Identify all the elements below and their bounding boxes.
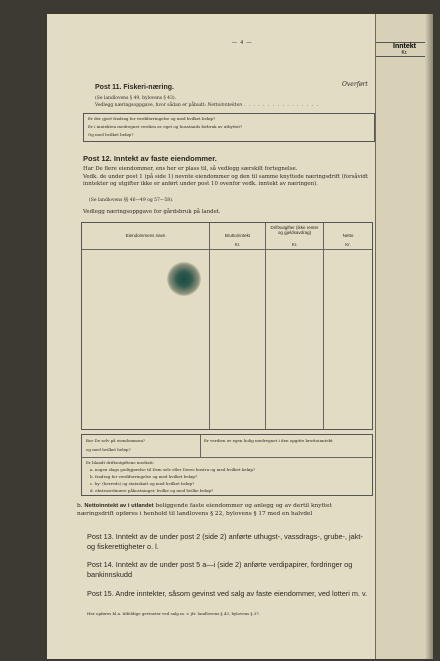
post-b-label: b.	[77, 503, 83, 509]
post-b-bold: Nettoinntekt av i utlandet	[84, 503, 154, 509]
deduction-d: d. ekstraordinære påkostninger, hvilke og med hvilke beløp?	[90, 488, 214, 493]
q-live-on-property: Bor De selv på eiendommen?	[86, 438, 146, 443]
post12-attach: Vedlegg næringsoppgave for gårdsbruk på landet.	[83, 209, 221, 215]
post12-title: Post 12. Inntekt av faste eiendommer.	[83, 154, 217, 163]
q-amount: og med hvilket beløp?	[86, 447, 131, 452]
amount-column-unit: Kr.	[401, 50, 408, 56]
question-box-divider	[200, 435, 201, 457]
amount-column-title: Inntekt	[393, 43, 416, 50]
post11-q1: Er der gjort fradrag for verdiforringelse og med hvilket beløp?	[88, 116, 216, 121]
table-col-divider-2	[265, 223, 266, 429]
post12-question-box	[81, 434, 373, 496]
post13-text: Post 13. Inntekt av de under post 2 (side 2) anførte uthugst-, vassdrags-, grube-, jakt- og fiskerettigheter o. l.	[87, 532, 363, 551]
col-header-gross: Bruttoinntekt	[224, 233, 251, 238]
deduction-c: c. by- (herreds) og statsskatt og med hvilket beløp?	[90, 481, 195, 486]
deductions-title: Er blandt driftsutgiftene medtatt:	[86, 460, 155, 465]
post11-attach-text: Vedlegg næringsoppgave, hvor sådan er påbudt:	[95, 103, 206, 108]
col-header-costs: Driftsutgifter (ikke renter og gjeldsavdrag)	[270, 225, 319, 236]
post14-text: Post 14. Inntekt av de under post 5 a—i (side 2) anførte verdipapirer, fordringer og bankinnskudd	[87, 560, 353, 579]
post15-note: Her opføres bl.a. tilfeldige gevinster ved salg m. v. jfr. landlovens § 43, bylovens § 37.	[87, 611, 261, 616]
deduction-a: a. nogen slags godtgjørelse til Dem selv eller Deres hustru og med hvilket beløp?	[90, 467, 256, 472]
post15-text: Post 15. Andre inntekter, såsom gevinst ved salg av faste eiendommer, ved lotteri m. v.	[87, 589, 368, 598]
post-b-text: beliggende faste eiendommer og anlegg og av dertil knyttet næringsdrift opføres i henhold til landlovens § 22, bylovens § 17 med en halvdel	[77, 503, 332, 517]
page-edge-shadow	[425, 14, 433, 659]
question-box-rule	[82, 457, 372, 458]
table-col-divider-1	[209, 223, 210, 429]
post12-ref: (Se landlovens §§ 46—49 og 57—58).	[89, 198, 174, 203]
col-header-costs-unit: Kr.	[291, 242, 298, 247]
page-number: — 4 —	[232, 40, 253, 46]
post11-title: Post 11. Fiskeri-næring.	[95, 84, 174, 91]
post11-ref: (Se landlovens § 49, bylovens § 43).	[95, 96, 177, 101]
ink-stain	[167, 262, 201, 296]
table-col-divider-3	[323, 223, 324, 429]
overleaf-label: Overført	[342, 81, 368, 88]
post11-attach-line	[95, 103, 375, 108]
post12-para1: Har De flere eiendommer, ens her er plass til, så vedlegg særskilt fortegnelse.	[83, 166, 298, 172]
post-b-block	[77, 503, 369, 518]
col-header-name: Eiendommens navn	[125, 233, 166, 238]
amount-column	[375, 14, 433, 659]
post11-dotted-leader: . . . . . . . . . . . . . . . .	[243, 103, 319, 108]
post11-q2: Er i inntekten medregnet verdien av eget og husstands forbruk av utbyttet?	[88, 124, 243, 129]
post11-netto: Nettoinntekten	[207, 103, 243, 108]
deduction-b: b. fradrag for verdiforringelse og med hvilket beløp?	[90, 474, 198, 479]
col-header-gross-unit: Kr.	[234, 242, 241, 247]
post11-q3: Og med hvilket beløp?	[88, 132, 134, 137]
col-header-net: Netto	[342, 233, 354, 238]
col-header-net-unit: Kr.	[345, 242, 351, 247]
properties-table	[81, 222, 373, 430]
table-header-rule	[82, 249, 372, 250]
form-page	[47, 14, 375, 659]
post12-para2: Vedk. de under post 1 (på side 1) nevnte eiendommer og den til samme knyttede næringsdrift (forsåvidt inntekter og utgifter ikke er anført under post 10 ovenfor vedk. inntekt av næringen).	[83, 174, 369, 188]
q-own-dwelling: Er verdien av egen bolig medregnet i den opgitte bruttoinntekt	[204, 438, 333, 443]
post11-question-box	[83, 113, 375, 142]
